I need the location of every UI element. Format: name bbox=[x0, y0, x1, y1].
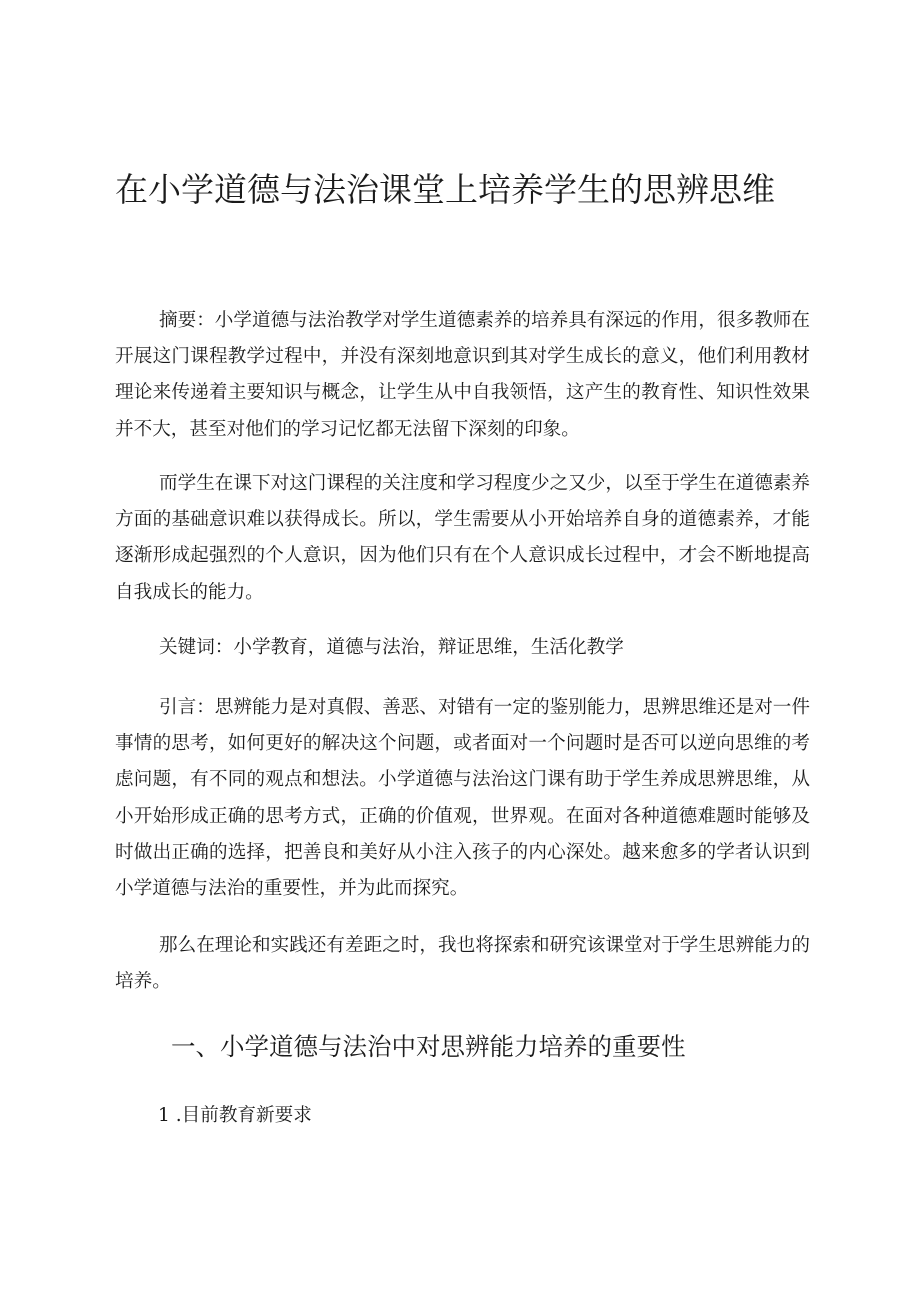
section-heading: 一、小学道德与法治中对思辨能力培养的重要性 bbox=[171, 1032, 686, 1061]
introduction-paragraph: 引言：思辨能力是对真假、善恶、对错有一定的鉴别能力，思辨思维还是对一件事情的思考，如何更好的解决这个问题，或者面对一个问题时是否可以逆向思维的考虑问题，有不同的观点和想法。小学道德与法治这门课有助于学生养成思辨思维，从小开始形成正确的思考方式，正确的价值观，世界观。在面对各种道德难题时能够及时做出正确的选择，把善良和美好从小注入孩子的内心深处。越来愈多的学者认识到小学道德与法治的重要性，并为此而探究。 bbox=[115, 697, 810, 900]
body-paragraph: 那么在理论和实践还有差距之时，我也将探索和研究该课堂对于学生思辨能力的培养。 bbox=[115, 935, 810, 993]
keywords-paragraph: 关键词：小学教育，道德与法治，辩证思维，生活化教学 bbox=[159, 637, 624, 658]
document-title: 在小学道德与法治课堂上培养学生的思辨思维 bbox=[115, 170, 775, 209]
body-paragraph: 而学生在课下对这门课程的关注度和学习程度少之又少，以至于学生在道德素养方面的基础意识难以获得成长。所以，学生需要从小开始培养自身的道德素养，才能逐渐形成起强烈的个人意识，因为他们只有在个人意识成长过程中，才会不断地提高自我成长的能力。 bbox=[115, 473, 810, 603]
abstract-paragraph: 摘要：小学道德与法治教学对学生道德素养的培养具有深远的作用，很多教师在开展这门课程教学过程中，并没有深刻地意识到其对学生成长的意义，他们利用教材理论来传递着主要知识与概念，让学生从中自我领悟，这产生的教育性、知识性效果并不大，甚至对他们的学习记忆都无法留下深刻的印象。 bbox=[115, 310, 810, 440]
subsection-heading: 1 .目前教育新要求 bbox=[158, 1105, 312, 1126]
